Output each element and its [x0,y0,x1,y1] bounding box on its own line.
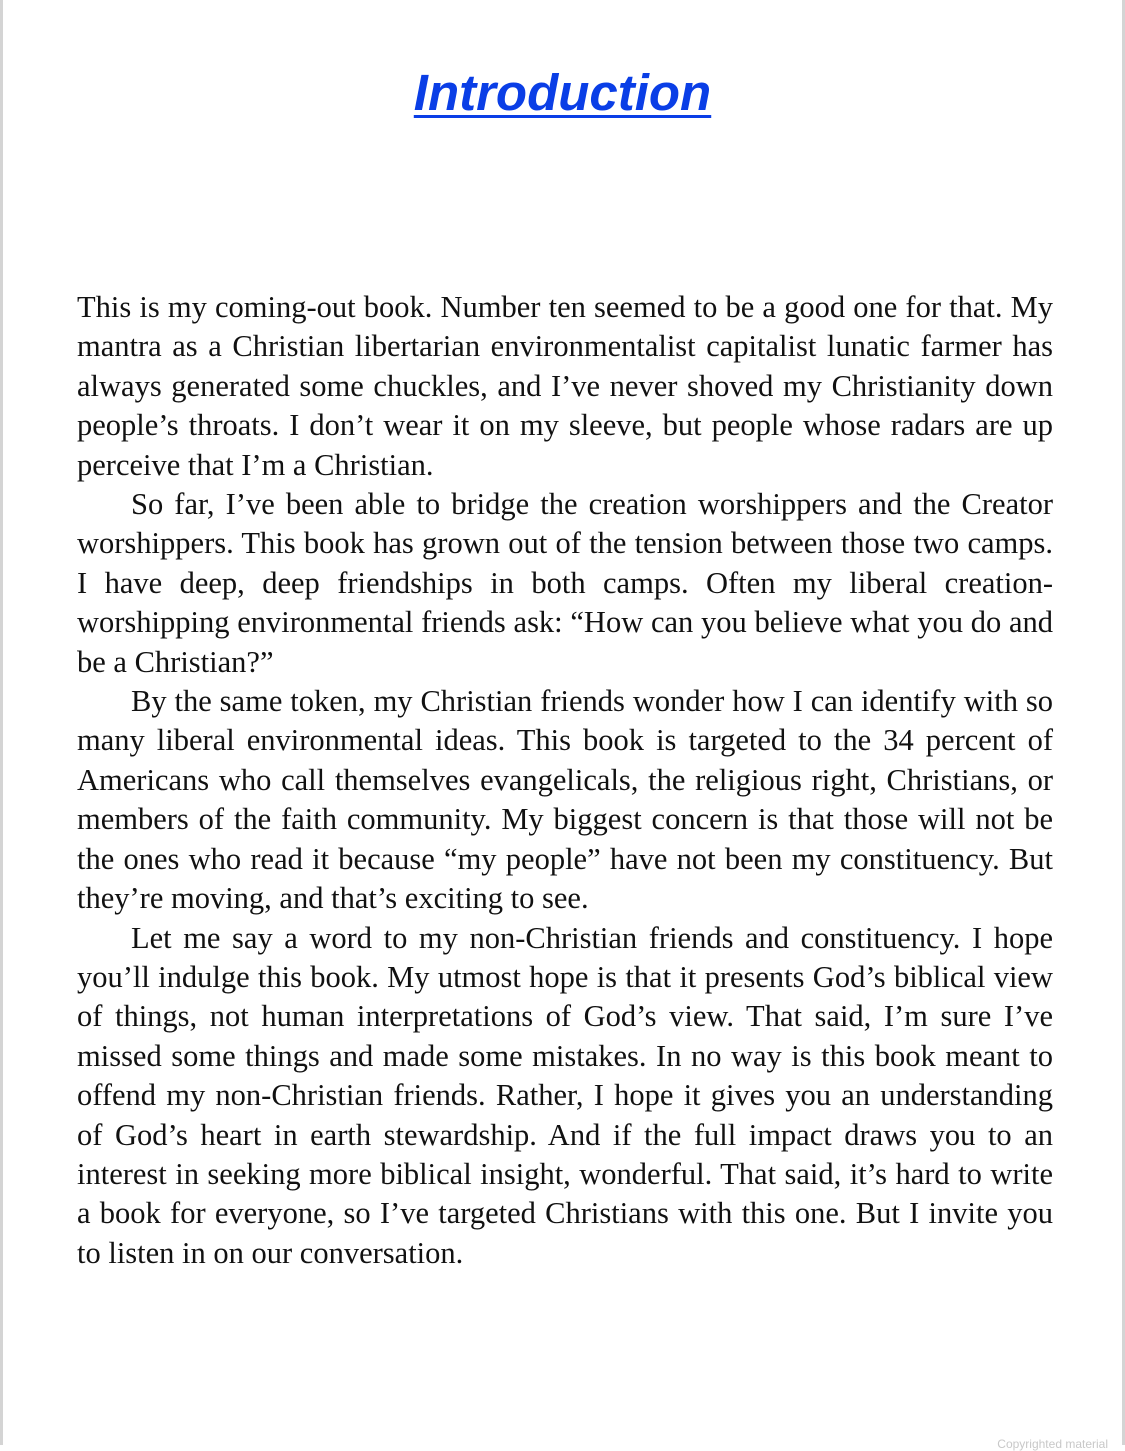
paragraph-1: This is my coming-out book. Number ten seemed to be a good one for that. My mantra as a Christian libertarian environmentalist capitalist lunatic farmer has always generated some chuckles, and I’ve never shoved my Christianity down people’s throats. I don’t wear it on my sleeve, but people whose radars are up perceive that I’m a Christian. [77,290,1053,482]
chapter-title [3,58,1122,128]
paragraph-2: So far, I’ve been able to bridge the creation worshippers and the Creator worshippers. This book has grown out of the tension between those two camps. I have deep, deep friendships in both camps. Often my liberal creation-worshipping environmental friends ask: “How can you believe what you do and be a Christian?” [77,487,1053,679]
copyright-watermark: Copyrighted material [997,1437,1108,1451]
paragraph-3: By the same token, my Christian friends wonder how I can identify with so many liberal environmental ideas. This book is targeted to the 34 percent of Americans who call themselves evangelicals, the religious right, Christians, or members of the faith community. My biggest concern is that those will not be the ones who read it because “my people” have not been my constituency. But they’re moving, and that’s exciting to see. [77,684,1053,916]
paragraph-4: Let me say a word to my non-Christian friends and constituency. I hope you’ll indulge this book. My utmost hope is that it presents God’s biblical view of things, not human interpretations of God’s view. That said, I’m sure I’ve missed some things and made some mistakes. In no way is this book meant to offend my non-Christian friends. Rather, I hope it gives you an understanding of God’s heart in earth stewardship. And if the full impact draws you to an interest in seeking more biblical insight, wonderful. That said, it’s hard to write a book for everyone, so I’ve targeted Christians with this one. But I invite you to listen in on our conversation. [77,920,1053,1270]
chapter-title-link[interactable]: Introduction [413,64,712,121]
chapter-body [77,288,1053,1273]
